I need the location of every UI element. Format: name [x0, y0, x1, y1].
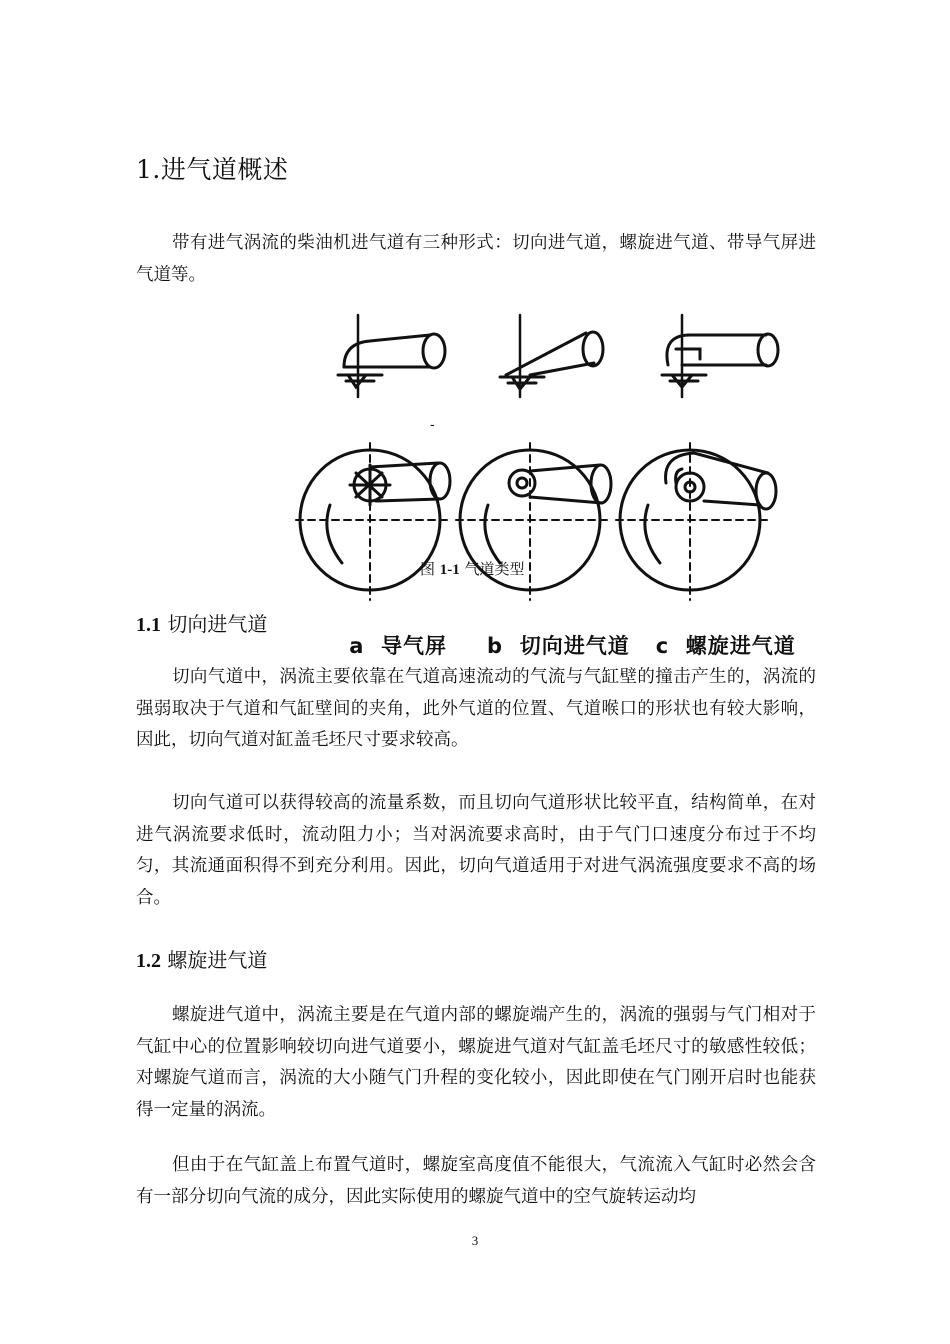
- figure-label-c: c 螺旋进气道: [655, 634, 796, 658]
- section-1-2-paragraph-1: 螺旋进气道中，涡流主要是在气道内部的螺旋端产生的，涡流的强弱与气门相对于气缸中心的位置影响较切向进气道要小，螺旋进气道对气缸盖毛坯尺寸的敏感性较低；对螺旋气道而言，涡流的大小随气门升程的变化较小，因此即使在气门刚开启时也能获得一定量的涡流。: [136, 1005, 816, 1120]
- section-1-2-paragraph-2: 但由于在气缸盖上布置气道时，螺旋室高度值不能很大，气流流入气缸时必然会含有一部分切向气流的成分，因此实际使用的螺旋气道中的空气旋转运动均: [136, 1155, 816, 1207]
- section-heading-1: 1.进气道概述: [136, 155, 289, 184]
- side-view-c: [662, 315, 778, 397]
- intake-port-figure: [290, 305, 800, 605]
- section-heading-1-1: 1.1 切向进气道: [136, 612, 268, 636]
- intake-port-diagram: [290, 305, 800, 605]
- section-heading-1-2: 1.2 螺旋进气道: [136, 948, 268, 972]
- figure-label-a: a 导气屏: [349, 634, 448, 658]
- section-1-1-paragraph-2: 切向气道可以获得较高的流量系数，而且切向气道形状比较平直，结构简单，在对进气涡流要求低时，流动阻力小；当对涡流要求高时，由于气门口速度分布过于不均匀，其流通面积得不到充分利用。因此，切向气道适用于对进气涡流强度要求不高的场合。: [136, 793, 816, 908]
- page-number: 3: [471, 1233, 479, 1248]
- side-view-a: [338, 315, 445, 397]
- figure-caption: 图 1-1 气道类型: [420, 560, 525, 578]
- figure-label-b: b 切向进气道: [487, 634, 630, 658]
- figure-dash-mark: -: [430, 416, 435, 432]
- section-1-1-paragraph-1: 切向气道中，涡流主要依靠在气道高速流动的气流与气缸壁的撞击产生的，涡流的强弱取决于气道和气缸壁间的夹角，此外气道的位置、气道喉口的形状也有较大影响，因此，切向气道对缸盖毛坯尺寸要求较高。: [136, 667, 816, 750]
- intro-paragraph: 带有进气涡流的柴油机进气道有三种形式：切向进气道，螺旋进气道、带导气屏进气道等。: [136, 233, 816, 285]
- plan-view-c: [616, 443, 776, 600]
- side-view-b: [500, 315, 603, 397]
